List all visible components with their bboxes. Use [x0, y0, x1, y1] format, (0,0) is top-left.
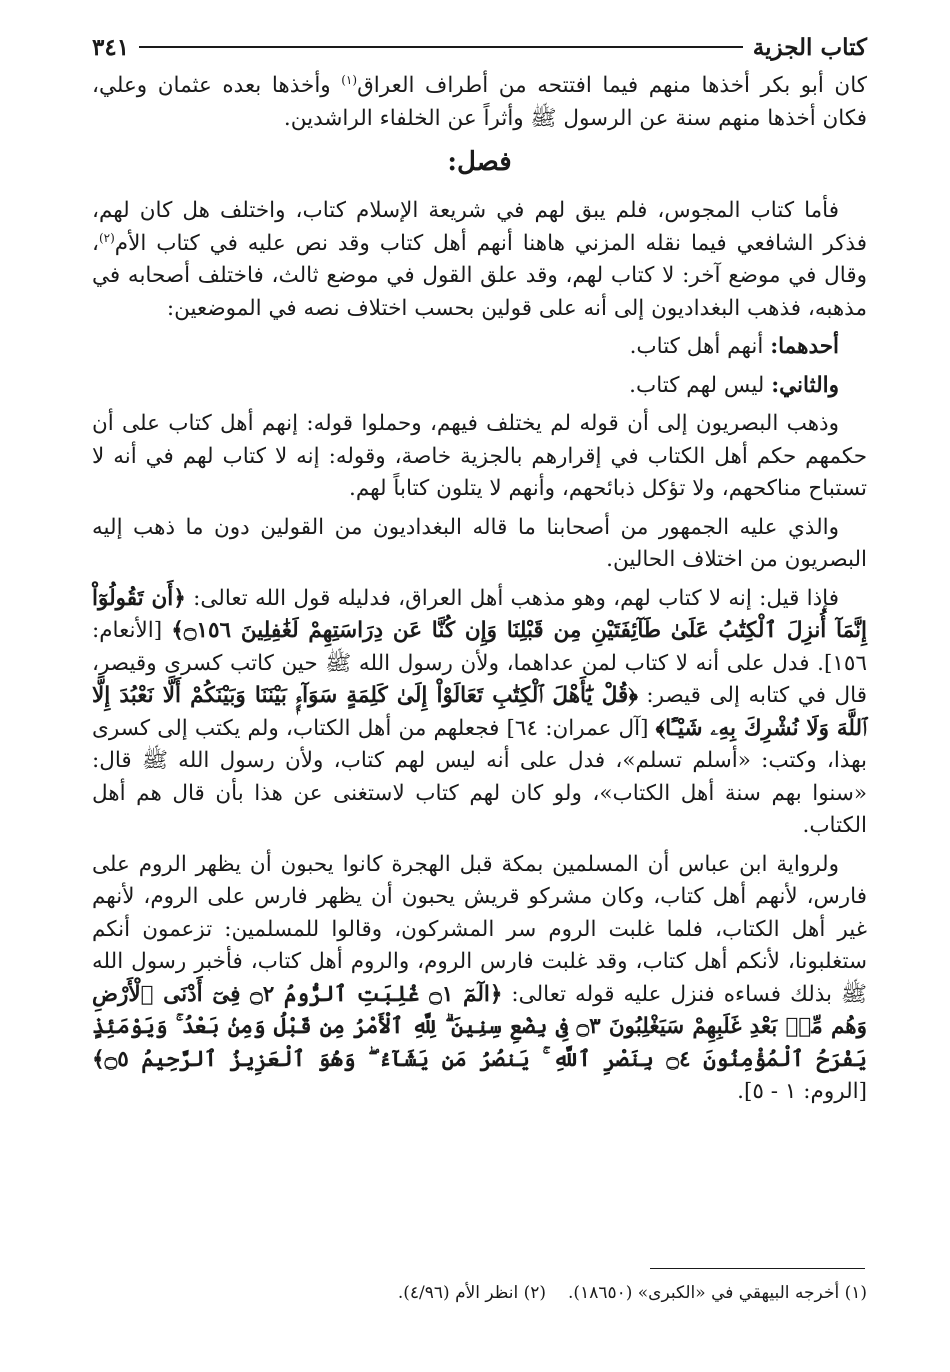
footnote-2: (٢) انظر الأم (٤/٩٦).: [397, 1283, 547, 1303]
footnote-1: (١) أخرجه البيهقي في «الكبرى» (١٨٦٥٠).: [568, 1283, 867, 1303]
footnote-rule: [650, 1268, 865, 1269]
paragraph-3: وذهب البصريون إلى أن قوله لم يختلف فيهم، وحملوا قوله: إنهم أهل كتاب على أن حكمهم حكم أهل الكتاب في إقرارهم بالجزية خاصة، وقوله: إنه لا كتاب لهم في أنه لا تستباح مناكحهم، ولا تؤكل ذبائحهم، وأنهم لا يتلون كتاباً لهم.: [92, 411, 867, 501]
quran-verse-al-imran: ﴿قُلْ يَٰٓأَهْلَ ٱلْكِتَٰبِ تَعَالَوْاْ إِلَىٰ كَلِمَةٍ سَوَآءٍۭ بَيْنَنَا وَبَيْنَكُمْ أَلَّا نَعْبُدَ إِلَّا ٱللَّهَ وَلَا نُشْرِكَ بِهِۦ شَيْـًٔا﴾: [92, 683, 867, 741]
page-header: [92, 28, 867, 66]
paragraph-1: كان أبو بكر أخذها منهم فيما افتتحه من أطراف العراق$^{(١)}$ وأخذها بعده عثمان وعلي، فكان أخذها منهم سنة عن الرسول ﷺ وأثراً عن الخلفاء الراشدين.: [92, 72, 867, 131]
page-number: ٣٤١: [92, 33, 130, 61]
quran-verse-rum: ﴿الٓمٓ ۝١ غُلِبَتِ ٱلرُّومُ ۝٢ فِىٓ أَدْنَى ٱلْأَرْضِ وَهُم مِّنۢ بَعْدِ غَلَبِهِمْ سَيَغْلِبُونَ ۝٣ فِى بِضْعِ سِنِينَ ۗ لِلَّهِ ٱلْأَمْرُ مِن قَبْلُ وَمِنۢ بَعْدُ ۚ وَيَوْمَئِذٍ يَفْرَحُ ٱلْمُؤْمِنُونَ ۝٤ بِنَصْرِ ٱللَّهِ ۚ يَنصُرُ مَن يَشَآءُ ۖ وَهُوَ ٱلْعَزِيزُ ٱلرَّحِيمُ ۝٥﴾: [92, 981, 867, 1072]
first-opinion: أحدهما: أنهم أهل كتاب.: [629, 334, 839, 359]
paragraph-6: ولرواية ابن عباس أن المسلمين بمكة قبل الهجرة كانوا يحبون أن يظهر الروم على فارس، لأنهم أهل كتاب، وكان مشركو قريش يحبون أن يظهر فارس على الروم، لأنهم غير أهل الكتاب، فلما غلبت الروم سر المشركون، وقالوا للمسلمين: تزعمون أنكم ستغلبونا، لأنكم أهل كتاب، وقد غلبت فارس الروم، والروم أهل كتاب، فأخبر رسول الله ﷺ بذلك فساءه فنزل عليه قوله تعالى: ﴿الٓمٓ ۝١ غُلِبَتِ ٱلرُّومُ ۝٢ فِىٓ أَدْنَى ٱلْأَرْضِ وَهُم مِّنۢ بَعْدِ غَلَبِهِمْ سَيَغْلِبُونَ ۝٣ فِى بِضْعِ سِنِينَ ۗ لِلَّهِ ٱلْأَمْرُ مِن قَبْلُ وَمِنۢ بَعْدُ ۚ وَيَوْمَئِذٍ يَفْرَحُ ٱلْمُؤْمِنُونَ ۝٤ بِنَصْرِ ٱللَّهِ ۚ يَنصُرُ مَن يَشَآءُ ۖ وَهُوَ ٱلْعَزِيزُ ٱلرَّحِيمُ ۝٥﴾ [الروم: ١ - ٥].: [92, 851, 867, 1104]
second-opinion-label: والثاني:: [771, 372, 839, 398]
main-text: [92, 70, 867, 1115]
paragraph-5: فإذا قيل: إنه لا كتاب لهم، وهو مذهب أهل العراق، فدليله قول الله تعالى: ﴿أَن تَقُولُوٓاْ إِنَّمَآ أُنزِلَ ٱلْكِتَٰبُ عَلَىٰ طَآئِفَتَيْنِ مِن قَبْلِنَا وَإِن كُنَّا عَن دِرَاسَتِهِمْ لَغَٰفِلِينَ ۝١٥٦﴾ [الأنعام: ١٥٦]. فدل على أنه لا كتاب لمن عداهما، ولأن رسول الله ﷺ حين كاتب كسرى وقيصر، قال في كتابه إلى قيصر: ﴿قُلْ يَٰٓأَهْلَ ٱلْكِتَٰبِ تَعَالَوْاْ إِلَىٰ كَلِمَةٍ سَوَآءٍۭ بَيْنَنَا وَبَيْنَكُمْ أَلَّا نَعْبُدَ إِلَّا ٱللَّهَ وَلَا نُشْرِكَ بِهِۦ شَيْـًٔا﴾ [آل عمران: ٦٤] فجعلهم من أهل الكتاب، ولم يكتب إلى كسرى بهذا، وكتب: «أسلم تسلم»، فدل على أنه ليس لهم كتاب، ولأن رسول الله ﷺ قال: «سنوا بهم سنة أهل الكتاب»، ولو كان لهم كتاب لاستغنى عن هذا بأن قال هم أهل الكتاب.: [92, 585, 867, 838]
first-opinion-label: أحدهما:: [770, 334, 839, 359]
footnote-ref-2: (٢): [98, 230, 115, 245]
header-rule: [139, 46, 743, 48]
second-opinion: والثاني: ليس لهم كتاب.: [629, 372, 839, 398]
paragraph-2: فأما كتاب المجوس، فلم يبق لهم في شريعة الإسلام كتاب، واختلف هل كان لهم، فذكر الشافعي فيما نقله المزني هاهنا أنهم أهل كتاب وقد نص عليه في كتاب الأم$^{(٢)}$، وقال في موضع آخر: لا كتاب لهم، وقد علق القول في موضع ثالث، فاختلف أصحابه في مذهبه، فذهب البغداديون إلى أنه على قولين بحسب اختلاف نصه في الموضعين:: [92, 198, 867, 321]
paragraph-4: والذي عليه الجمهور من أصحابنا ما قاله البغداديون من القولين دون ما ذهب إليه البصريون من اختلاف الحالين.: [92, 514, 867, 572]
quran-verse-anam: ﴿أَن تَقُولُوٓاْ إِنَّمَآ أُنزِلَ ٱلْكِتَٰبُ عَلَىٰ طَآئِفَتَيْنِ مِن قَبْلِنَا وَإِن كُنَّا عَن دِرَاسَتِهِمْ لَغَٰفِلِينَ ۝١٥٦﴾: [92, 585, 867, 643]
footnotes: [92, 1280, 867, 1306]
section-heading: فصل:: [447, 147, 512, 177]
footnote-ref-1: (١): [341, 72, 358, 87]
book-section-title: كتاب الجزية: [752, 33, 867, 61]
